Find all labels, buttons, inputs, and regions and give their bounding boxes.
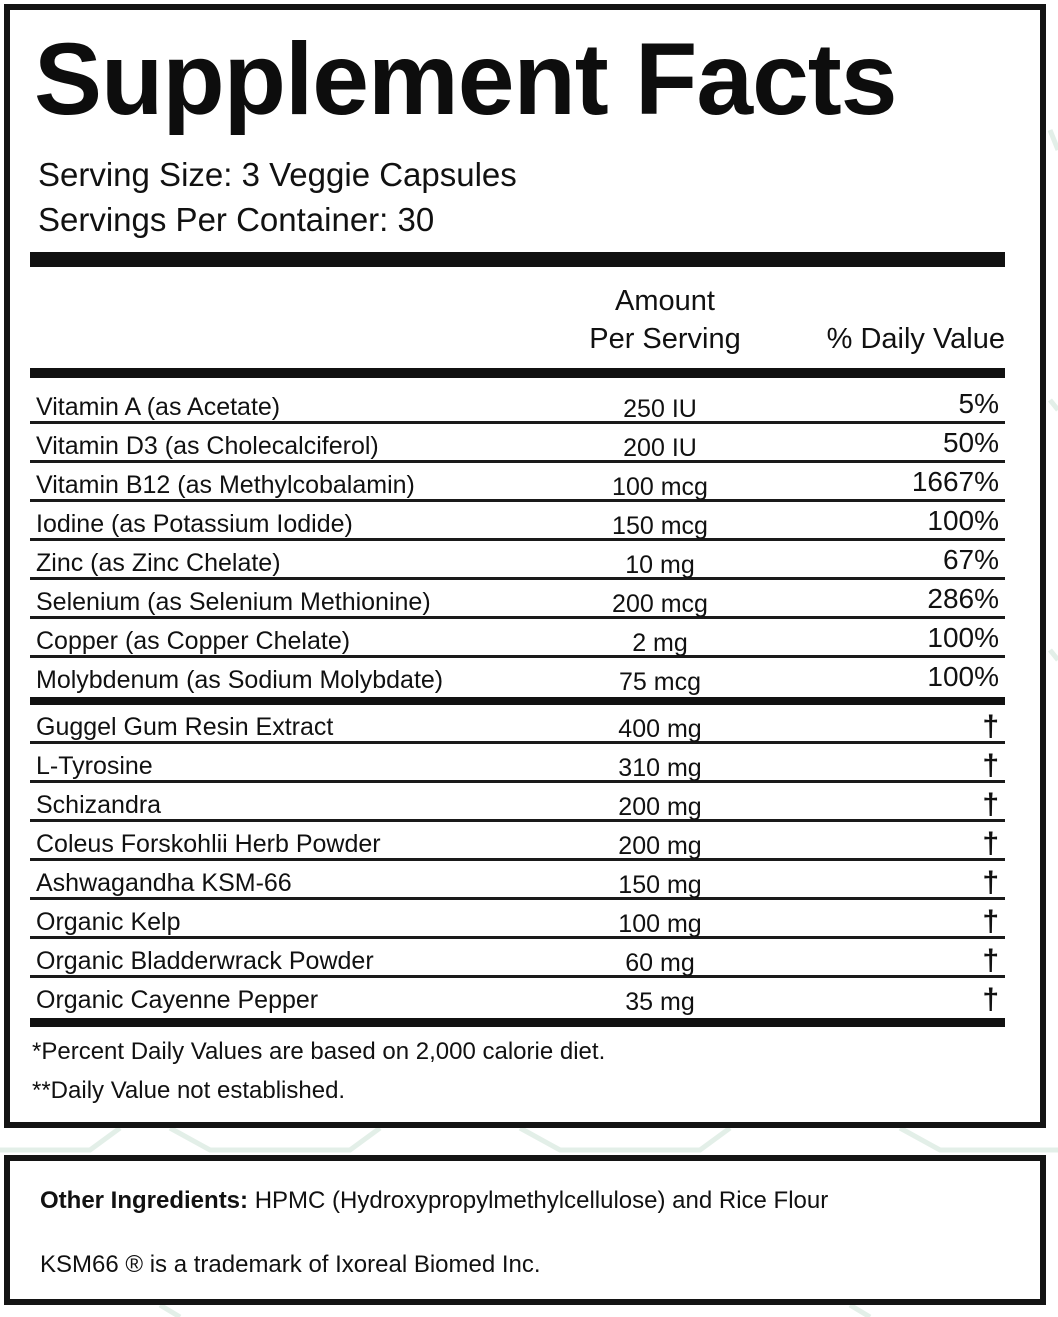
nutrient-amount: 75 mcg [619,668,701,696]
section-divider [30,697,1005,705]
trademark-notice: KSM66 ® is a trademark of Ixoreal Biomed Inc. [40,1251,541,1278]
other-ingredients-text: HPMC (Hydroxypropylmethylcellulose) and Rice Flour [248,1187,829,1214]
footnote-percent-dv: *Percent Daily Values are based on 2,000 calorie diet. [32,1038,606,1065]
nutrient-daily-value: 286% [927,583,999,614]
ingredient-name: L-Tyrosine [36,752,153,780]
nutrient-amount: 250 IU [623,395,697,423]
table-row [30,424,1005,463]
ingredient-name: Organic Cayenne Pepper [36,986,319,1014]
nutrient-name: Vitamin B12 (as Methylcobalamin) [36,471,415,499]
nutrient-amount: 100 mcg [612,473,708,501]
nutrient-name: Copper (as Copper Chelate) [36,627,351,655]
ingredient-amount: 35 mg [625,988,695,1016]
nutrient-name: Iodine (as Potassium Iodide) [36,510,353,538]
ingredient-amount: 200 mg [618,832,702,860]
label-title: Supplement Facts [34,22,897,136]
thick-divider [30,252,1005,267]
nutrient-name: Molybdenum (as Sodium Molybdate) [36,666,444,694]
ingredient-name: Schizandra [36,791,162,819]
column-header-amount [560,282,770,358]
dagger-icon: † [982,944,999,977]
ingredient-amount: 400 mg [618,715,702,743]
ingredient-amount: 60 mg [625,949,695,977]
dagger-icon: † [982,710,999,743]
nutrient-name: Zinc (as Zinc Chelate) [36,549,281,577]
column-header-daily-value: % Daily Value [826,323,1005,355]
vitamins-minerals-table [30,385,1005,697]
header-divider [30,368,1005,378]
ingredient-amount: 150 mg [618,871,702,899]
nutrient-daily-value: 100% [927,661,999,692]
serving-size: Serving Size: 3 Veggie Capsules [38,156,517,193]
table-row [30,502,1005,541]
ingredient-name: Guggel Gum Resin Extract [36,713,334,741]
nutrient-daily-value: 67% [942,544,999,575]
nutrient-daily-value: 100% [927,505,999,536]
nutrient-amount: 200 mcg [612,590,708,618]
nutrient-daily-value: 50% [942,427,999,458]
nutrient-name: Selenium (as Selenium Methionine) [36,588,431,616]
nutrient-amount: 200 IU [623,434,697,462]
other-ingredients-label: Other Ingredients: [40,1187,249,1214]
table-row [30,658,1005,697]
table-row [30,463,1005,502]
table-row [30,619,1005,658]
nutrient-amount: 150 mcg [612,512,708,540]
nutrient-daily-value: 100% [927,622,999,653]
other-ingredients [40,1189,828,1213]
nutrient-amount: 10 mg [625,551,695,579]
ingredient-name: Organic Bladderwrack Powder [36,947,374,975]
table-row [30,861,1005,900]
column-header-amount-line1: Amount [615,285,715,317]
ingredient-name: Ashwagandha KSM-66 [36,869,292,897]
table-row [30,900,1005,939]
table-row [30,939,1005,978]
table-row [30,744,1005,783]
dagger-icon: † [982,827,999,860]
nutrient-amount: 2 mg [632,629,688,657]
table-row [30,978,1005,1017]
other-actives-table [30,705,1005,1017]
ingredient-amount: 100 mg [618,910,702,938]
table-row [30,385,1005,424]
table-row [30,580,1005,619]
dagger-icon: † [982,749,999,782]
dagger-icon: † [982,788,999,821]
table-row [30,822,1005,861]
column-header-amount-line2: Per Serving [589,323,741,355]
ingredient-name: Organic Kelp [36,908,181,936]
ingredient-amount: 200 mg [618,793,702,821]
nutrient-daily-value: 5% [958,388,999,419]
nutrient-name: Vitamin A (as Acetate) [36,393,281,421]
other-ingredients-panel [4,1155,1046,1305]
nutrient-name: Vitamin D3 (as Cholecalciferol) [36,432,379,460]
ingredient-name: Coleus Forskohlii Herb Powder [36,830,381,858]
dagger-icon: † [982,983,999,1016]
table-row [30,783,1005,822]
table-row [30,705,1005,744]
servings-per-container: Servings Per Container: 30 [38,201,435,238]
table-row [30,541,1005,580]
nutrient-daily-value: 1667% [911,466,999,497]
dagger-icon: † [982,905,999,938]
ingredient-amount: 310 mg [618,754,702,782]
footnote-dv-not-established: **Daily Value not established. [32,1077,346,1104]
bottom-divider [30,1018,1005,1027]
dagger-icon: † [982,866,999,899]
